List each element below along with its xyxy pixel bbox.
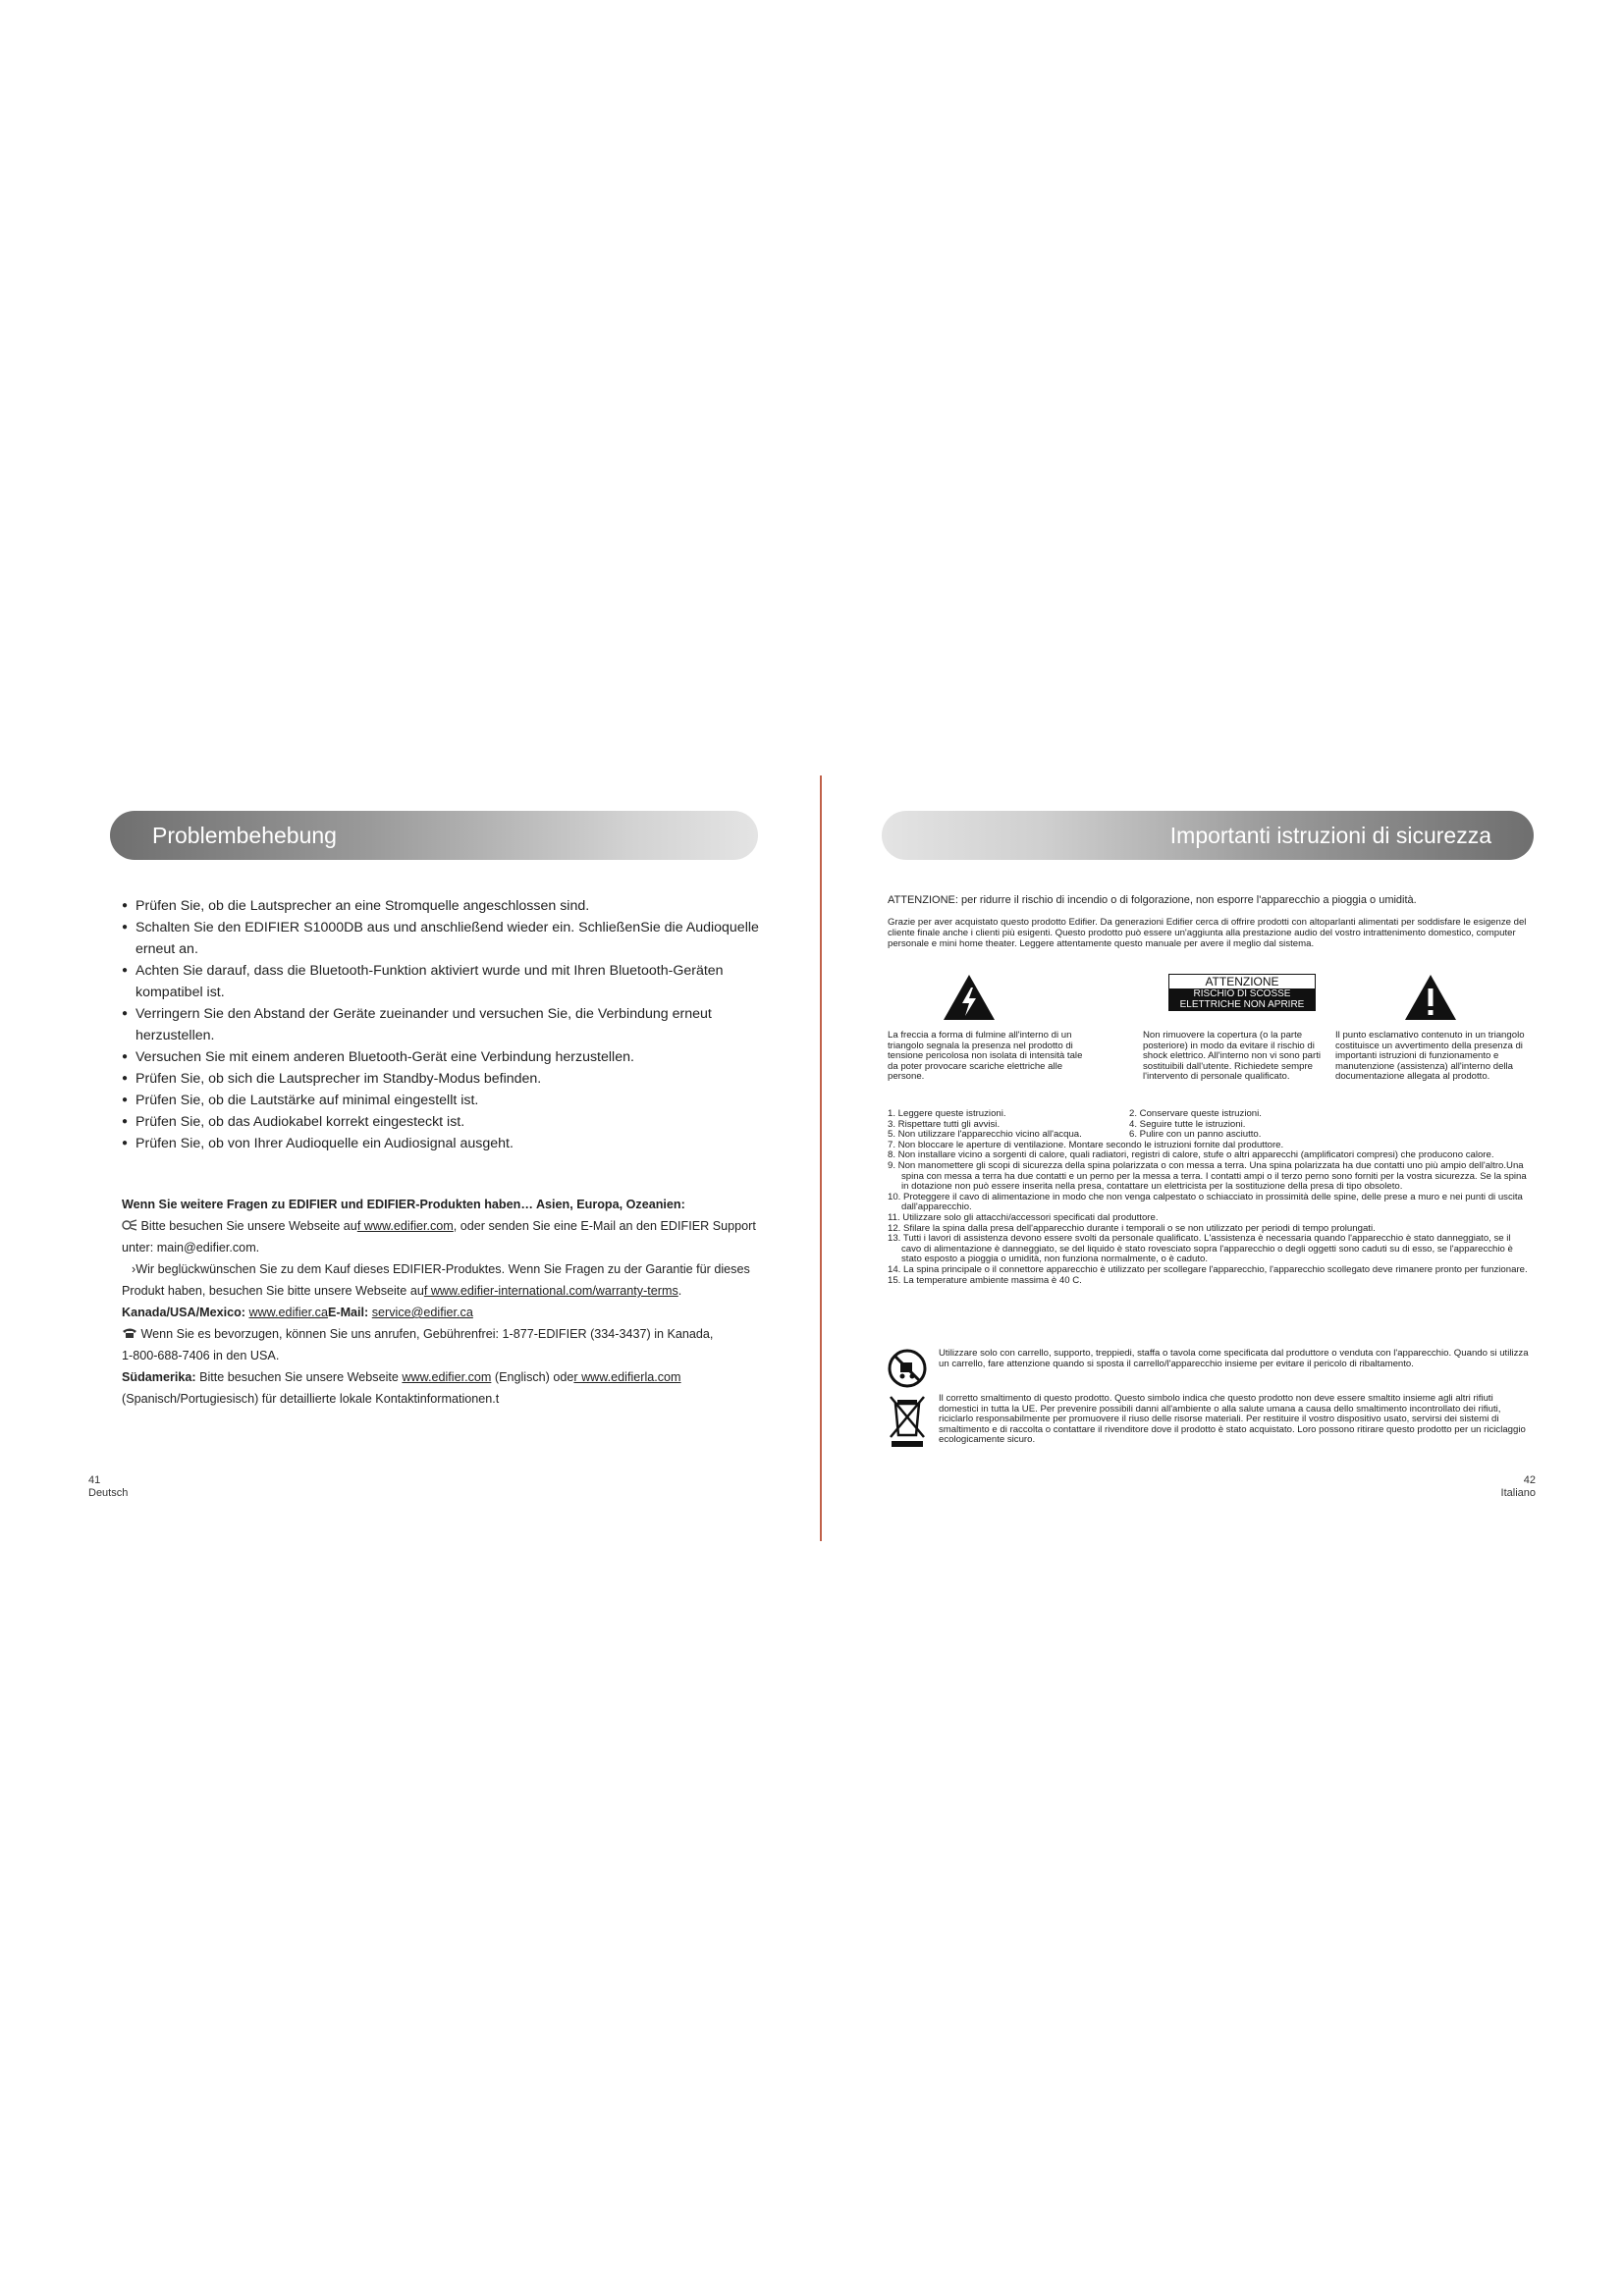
cart-note-text: Utilizzare solo con carrello, supporto, treppiedi, staffa o tavola come specificata dal produttore o venduta con l'apparecchio. Quando si utilizza un carrello, fare attenzione quando si sposta il carrello/l'apparecchio insieme per evitare il pericolo di ribaltamento. [939, 1348, 1529, 1369]
banner-title: Importanti istruzioni di sicurezza [1169, 823, 1491, 848]
crossed-bin-icon [888, 1394, 927, 1449]
list-item: ● Prüfen Sie, ob sich die Lautsprecher im Standby-Modus befinden. [122, 1068, 760, 1090]
page-divider [820, 775, 822, 1541]
page-footer-right [1501, 1474, 1536, 1500]
list-item: 9. Non manomettere gli scopi di sicurezza della spina polarizzata o con messa a terra. Una spina polarizzata ha due contatti uno più ampio dell'altro.Una spina con messa a terra ha due contatti e un perno per la messa a terra. I contatti ampi o il terzo perno sono forniti per la vostra sicurezza. Se la spina in dotazione non può essere inserita nella presa, contattare un elettricista per la sostituzione della presa di tipo obsoleto. [888, 1159, 1527, 1193]
warning-box-line1: RISCHIO DI SCOSSE [1193, 988, 1291, 999]
weee-note [888, 1394, 1532, 1463]
page-number: 41 [88, 1474, 101, 1486]
list-item: 10. Proteggere il cavo di alimentazione in modo che non venga calpestato o schiacciato in prossimità delle spine, delle prese a muro e nei punti di uscita dall'apparecchio. [888, 1191, 1523, 1213]
lightning-triangle-icon [943, 974, 996, 1021]
support-heading: Wenn Sie weitere Fragen zu EDIFIER und EDIFIER-Produkten haben… Asien, Europa, Ozeanien: [122, 1198, 685, 1211]
warning-box [1168, 974, 1316, 1011]
warning-box-line2: ELETTRICHE NON APRIRE [1179, 999, 1305, 1010]
banner-title: Problembehebung [152, 823, 337, 848]
page-language: Italiano [1500, 1487, 1536, 1499]
list-item: ● Prüfen Sie, ob die Lautsprecher an eine Stromquelle angeschlossen sind. [122, 895, 760, 917]
page-number: 42 [1523, 1474, 1536, 1486]
explanation-lightning: La freccia a forma di fulmine all'interno di un triangolo segnala la presenza nel prodotto di tensione pericolosa non isolata di intensità tale da poter provocare scariche elettriche alle persone. [888, 1030, 1083, 1082]
exclamation-triangle-icon [1404, 974, 1457, 1021]
page-language: Deutsch [88, 1487, 129, 1499]
support-section: Wenn Sie weitere Fragen zu EDIFIER und EDIFIER-Produkten haben… Asien, Europa, Ozeanien: Bitte besuchen Sie unsere Webseite auf www.edifier.com, oder senden Sie eine E-Mail an den EDIFIER Support unter: main@edifier.com. ›Wir beglückwünschen Sie zu dem Kauf dieses EDIFIER-Produktes. Wenn Sie Fragen zu der Garantie für dieses Produkt haben, besuchen Sie bitte unsere Webseite auf www.edifier-international.com/warranty-terms. Kanada/USA/Mexico: www.edifier.caE-Mail: service@edifier.ca Wenn Sie es bevorzugen, können Sie uns anrufen, Gebührenfrei: 1-877-EDIFIER (334-3437) in Kanada, 1-800-688-7406 in den USA. Südamerika: Bitte besuchen Sie unsere Webseite www.edifier.com (Englisch) oder www.edifierla.com (Spanisch/Portugiesisch) für detaillierte lokale Kontaktinformationen.t [122, 1194, 760, 1410]
list-item: ● Versuchen Sie mit einem anderen Bluetooth-Gerät eine Verbindung herzustellen. [122, 1046, 760, 1068]
list-item: 11. Utilizzare solo gli attacchi/accessori specificati dal produttore. [888, 1211, 1159, 1223]
section-banner-safety [882, 811, 1534, 860]
list-item: 7. Non bloccare le aperture di ventilazione. Montare secondo le istruzioni fornite dal produttore. [888, 1139, 1284, 1150]
list-item: ● Prüfen Sie, ob die Lautstärke auf minimal eingestellt ist. [122, 1090, 760, 1111]
list-item: ● Verringern Sie den Abstand der Geräte zueinander und versuchen Sie, die Verbindung erneut herzustellen. [122, 1003, 760, 1046]
warning-symbols [888, 974, 1532, 1025]
list-item: ● Prüfen Sie, ob das Audiokabel korrekt eingesteckt ist. [122, 1111, 760, 1133]
weee-note-text: Il corretto smaltimento di questo prodotto. Questo simbolo indica che questo prodotto non deve essere smaltito insieme agli altri rifiuti domestici in tutta la UE. Per prevenire possibili danni all'ambiente o alla salute umana a causa dello smaltimento incontrollato dei rifiuti, riciclarlo responsabilmente per promuovere il riuso delle risorse materiali. Per restituire il vostro dispositivo usato, servirsi dei sistemi di smaltimento e di raccolta o contattare il rivenditore dove il prodotto è stato acquistato. Loro possono ritirare questo prodotto per un riciclaggio ecologicamente sicuro. [939, 1393, 1526, 1446]
list-item: ● Achten Sie darauf, dass die Bluetooth-Funktion aktiviert wurde und mit Ihren Bluetooth-Geräten kompatibel ist. [122, 960, 760, 1003]
explanation-box: Non rimuovere la copertura (o la parte posteriore) in modo da evitare il rischio di shock elettrico. All'interno non vi sono parti sostituibili dall'utente. Richiedete sempre l'intervento di personale qualificato. [1143, 1030, 1322, 1082]
list-item: 15. La temperature ambiente massima è 40 C. [888, 1274, 1082, 1286]
list-item: 13. Tutti i lavori di assistenza devono essere svolti da personale qualificato. L'assistenza è necessaria quando l'apparecchio è stato danneggiato, se il cavo di alimentazione è danneggiato, se del liquido è stato rovesciato sopra l'apparecchio o degli oggetti sono caduti su di esso, se l'apparecchio è stato esposto a pioggia o umidità, non funziona normalmente, o è caduto. [888, 1233, 1513, 1265]
phone-icon [122, 1327, 137, 1339]
list-item: 3. Rispettare tutti gli avvisi. 4. Seguire tutte le istruzioni. [888, 1118, 1246, 1130]
list-item: 12. Sfilare la spina dalla presa dell'apparecchio durante i temporali o se non utilizzato per periodi di tempo prolungati. [888, 1222, 1376, 1234]
list-item: ● Schalten Sie den EDIFIER S1000DB aus und anschließend wieder ein. SchließenSie die Audioquelle erneut an. [122, 917, 760, 960]
list-item: 14. La spina principale o il connettore apparecchio è utilizzato per scollegare l'apparecchio, l'apparecchio scollegato deve rimanere pronto per funzionare. [888, 1263, 1528, 1275]
warning-box-title: ATTENZIONE [1169, 975, 1315, 988]
edifier-link[interactable]: www.edifier.com [402, 1370, 492, 1384]
email-link[interactable]: service@edifier.ca [371, 1306, 473, 1319]
section-banner-troubleshooting [110, 811, 758, 860]
list-item: 8. Non installare vicino a sorgenti di calore, quali radiatori, registri di calore, stufe o altri apparecchi (amplificatori compresi) che producono calore. [888, 1149, 1494, 1161]
intro-paragraph: Grazie per aver acquistato questo prodotto Edifier. Da generazioni Edifier cerca di offrire prodotti con altoparlanti alimentati per soddisfare le esigenze del cliente finale anche i clienti più esigenti. Questo prodotto può essere un'aggiunta alla prestazione audio del vostro intrattenimento domestico, computer personale e mini home theater. Leggere attentamente questo manuale per avere il meglio dal sistema. [888, 917, 1527, 949]
web-link[interactable]: f www.edifier.com [356, 1219, 454, 1233]
warranty-link[interactable]: f www.edifier-international.com/warranty-terms [423, 1284, 678, 1298]
edifierla-link[interactable]: r www.edifierla.com [573, 1370, 681, 1384]
list-item: ● Prüfen Sie, ob von Ihrer Audioquelle ein Audiosignal ausgeht. [122, 1133, 760, 1154]
list-item: 5. Non utilizzare l'apparecchio vicino all'acqua. 6. Pulire con un panno asciutto. [888, 1129, 1262, 1141]
cart-note [888, 1349, 1532, 1392]
safety-rules [888, 1109, 1532, 1286]
explanation-exclamation: Il punto esclamativo contenuto in un triangolo costituisce un avvertimento della presenza di importanti istruzioni di funzionamento e manutenzione (assistenza) all'interno della documentazione allegata al prodotto. [1335, 1030, 1525, 1082]
web-icon [122, 1219, 137, 1231]
list-item: 1. Leggere queste istruzioni. 2. Conservare queste istruzioni. [888, 1108, 1262, 1119]
troubleshooting-list [122, 895, 760, 1154]
cart-tip-icon [888, 1349, 927, 1388]
attention-line: ATTENZIONE: per ridurre il rischio di incendio o di folgorazione, non esporre l'apparecchio a pioggia o umidità. [888, 894, 1417, 906]
canada-link[interactable]: www.edifier.ca [248, 1306, 328, 1319]
page-footer-left [88, 1474, 128, 1500]
